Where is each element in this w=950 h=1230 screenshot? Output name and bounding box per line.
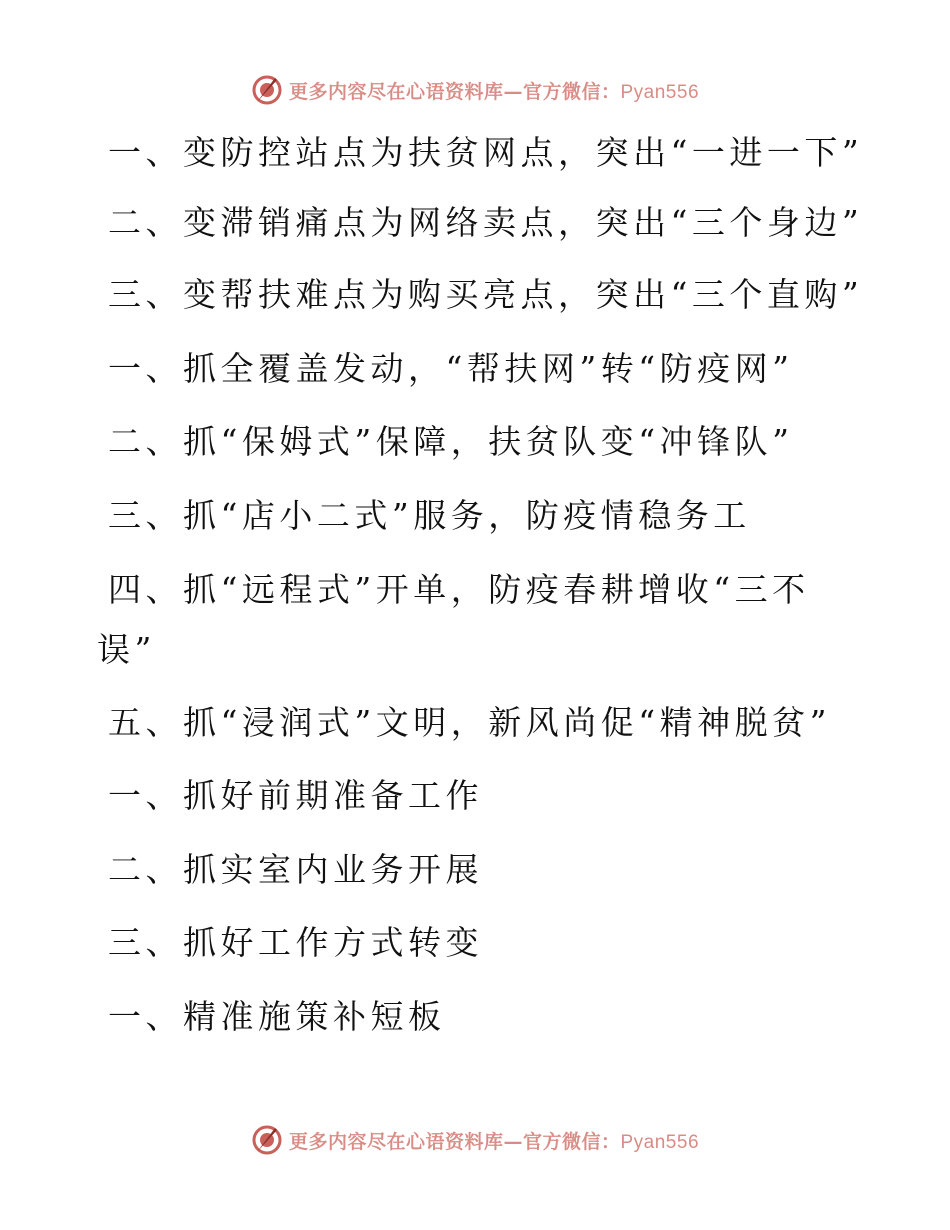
heading-line: 二、变滞销痛点为网络卖点，突出“三个身边” [108,203,864,242]
heading-line: 二、抓实室内业务开展 [108,850,483,889]
heading-line: 二、抓“保姆式”保障，扶贫队变“冲锋队” [108,422,794,461]
heading-line: 四、抓“远程式”开单，防疫春耕增收“三不 [108,570,810,609]
heading-line: 一、抓全覆盖发动，“帮扶网”转“防疫网” [108,349,794,388]
heading-line: 三、抓“店小二式”服务，防疫情稳务工 [108,496,751,535]
quill-logo-icon [251,1124,283,1156]
heading-line-continuation: 误” [97,630,156,669]
watermark-text: 更多内容尽在心语资料库—官方微信：Pyan556 [288,1130,700,1153]
heading-line: 三、抓好工作方式转变 [108,923,483,962]
heading-line: 一、抓好前期准备工作 [108,776,483,815]
footer-watermark [0,1120,950,1160]
quill-logo-icon [251,74,283,106]
heading-line: 一、变防控站点为扶贫网点，突出“一进一下” [108,133,864,172]
header-watermark [0,70,950,110]
heading-line: 三、变帮扶难点为购买亮点，突出“三个直购” [108,275,864,314]
heading-line: 五、抓“浸润式”文明，新风尚促“精神脱贫” [108,703,831,742]
heading-line: 一、精准施策补短板 [108,997,446,1036]
watermark-text: 更多内容尽在心语资料库—官方微信：Pyan556 [288,80,700,103]
